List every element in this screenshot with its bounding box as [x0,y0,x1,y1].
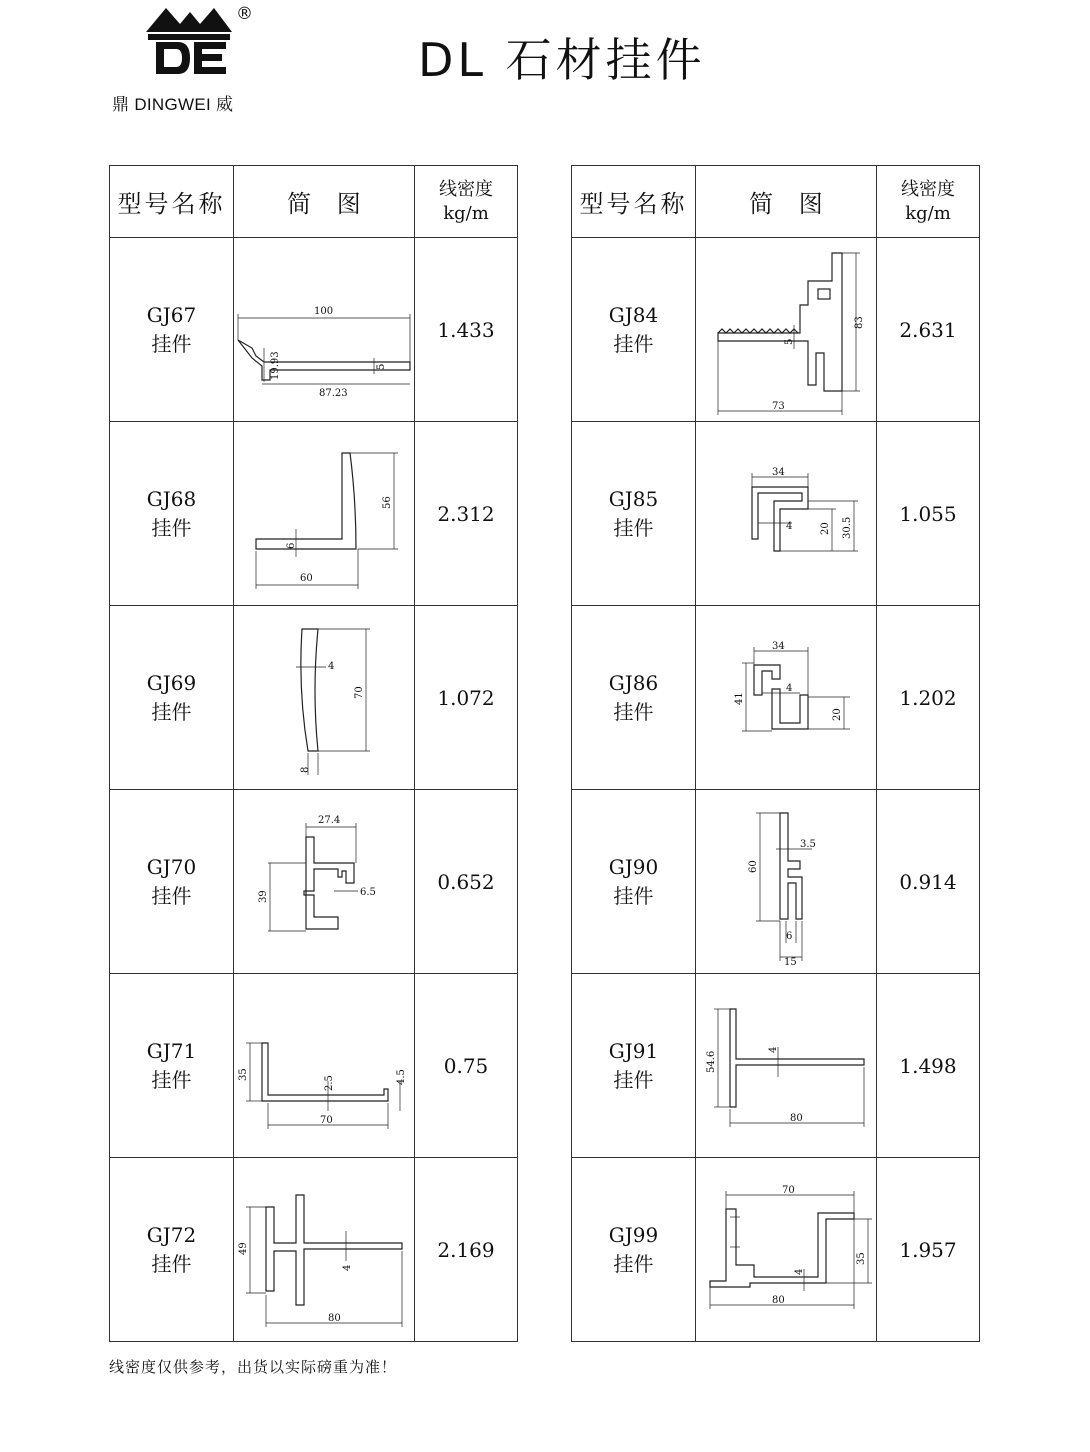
density-value: 0.914 [877,790,980,974]
table-row [572,422,980,606]
profile-drawing [234,974,415,1158]
table-row [110,238,518,422]
table-row [110,422,518,606]
model-cell: GJ85 挂件 [572,422,696,606]
table-row [110,606,518,790]
svg-text:2.5: 2.5 [324,1074,335,1091]
table-row [572,238,980,422]
svg-text:49: 49 [238,1241,249,1255]
right-spec-table [571,165,980,1342]
table-row [572,606,980,790]
model-cell: GJ91 挂件 [572,974,696,1158]
svg-text:4: 4 [786,520,793,532]
header-figure: 简 图 [234,166,415,238]
svg-text:73: 73 [772,400,785,412]
svg-text:100: 100 [314,305,334,317]
svg-text:41: 41 [734,691,745,705]
svg-text:54.6: 54.6 [706,1050,717,1073]
density-value: 2.169 [415,1158,518,1342]
profile-drawing [234,422,415,606]
svg-text:20: 20 [832,707,843,721]
svg-text:5: 5 [784,338,795,345]
profile-drawing [234,1158,415,1342]
svg-text:8: 8 [300,766,311,773]
model-cell: GJ69 挂件 [110,606,234,790]
svg-text:80: 80 [772,1294,785,1306]
model-cell: GJ70 挂件 [110,790,234,974]
density-value: 2.312 [415,422,518,606]
table-header-row [572,166,980,238]
svg-text:83: 83 [854,315,865,329]
header-model: 型号名称 [572,166,696,238]
header-density: 线密度 kg/m [877,166,980,238]
svg-text:80: 80 [790,1112,803,1124]
model-cell: GJ71 挂件 [110,974,234,1158]
table-row [572,1158,980,1342]
profile-drawing [696,1158,877,1342]
brand-logo [112,4,272,114]
model-cell: GJ86 挂件 [572,606,696,790]
svg-text:6: 6 [286,542,297,549]
svg-text:70: 70 [320,1114,333,1126]
svg-text:15: 15 [784,956,797,968]
profile-drawing [696,974,877,1158]
svg-text:34: 34 [772,640,785,652]
registered-mark: ® [236,4,253,24]
density-value: 0.75 [415,974,518,1158]
svg-text:4: 4 [768,1046,779,1053]
page-title: DL 石材挂件 [418,33,706,87]
density-value: 1.957 [877,1158,980,1342]
svg-text:5: 5 [376,363,387,370]
left-spec-table [109,165,518,1342]
model-cell: GJ99 挂件 [572,1158,696,1342]
svg-text:30.5: 30.5 [842,516,853,539]
svg-text:6.5: 6.5 [360,886,376,898]
header-figure: 简 图 [696,166,877,238]
profile-drawing [234,606,415,790]
header-density: 线密度 kg/m [415,166,518,238]
density-value: 2.631 [877,238,980,422]
table-row [110,974,518,1158]
density-value: 1.498 [877,974,980,1158]
profile-drawing [234,238,415,422]
header-model: 型号名称 [110,166,234,238]
density-value: 1.433 [415,238,518,422]
svg-text:34: 34 [772,466,785,478]
profile-drawing [696,422,877,606]
svg-text:35: 35 [856,1251,867,1265]
svg-text:20: 20 [820,521,831,535]
table-row [572,974,980,1158]
density-value: 1.055 [877,422,980,606]
density-value: 1.072 [415,606,518,790]
model-cell: GJ72 挂件 [110,1158,234,1342]
model-cell: GJ90 挂件 [572,790,696,974]
density-value: 0.652 [415,790,518,974]
table-row [110,1158,518,1342]
profile-drawing [696,790,877,974]
svg-text:3.5: 3.5 [800,838,816,850]
svg-text:4.5: 4.5 [396,1068,407,1085]
svg-text:60: 60 [300,572,313,584]
svg-text:27.4: 27.4 [318,814,341,826]
svg-text:87.23: 87.23 [319,387,348,399]
svg-text:4: 4 [786,682,793,694]
table-row [572,790,980,974]
svg-text:35: 35 [238,1067,249,1081]
svg-text:4: 4 [328,660,335,672]
svg-text:4: 4 [794,1268,805,1275]
table-row [110,790,518,974]
svg-text:56: 56 [382,495,393,509]
brand-text: 鼎 DINGWEI 威 [112,95,234,114]
svg-text:19.93: 19.93 [270,350,281,380]
density-value: 1.202 [877,606,980,790]
profile-drawing [696,606,877,790]
svg-text:60: 60 [748,859,759,873]
svg-text:70: 70 [782,1184,795,1196]
footnote: 线密度仅供参考，出货以实际磅重为准！ [109,1358,398,1376]
svg-text:70: 70 [354,685,365,699]
svg-text:4: 4 [342,1264,353,1271]
model-cell: GJ68 挂件 [110,422,234,606]
logo-mark-icon [144,4,234,78]
model-cell: GJ67 挂件 [110,238,234,422]
svg-text:6: 6 [786,930,793,942]
table-header-row [110,166,518,238]
profile-drawing [696,238,877,422]
svg-text:39: 39 [258,889,269,903]
model-cell: GJ84 挂件 [572,238,696,422]
profile-drawing [234,790,415,974]
svg-text:80: 80 [328,1312,341,1324]
